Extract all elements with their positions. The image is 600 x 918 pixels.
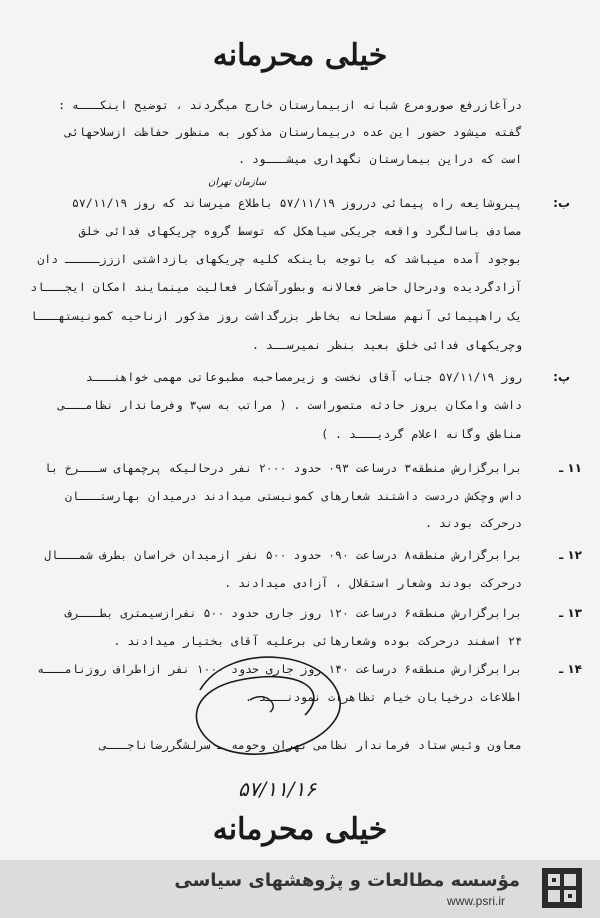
- item-12-line-2: درحرکت بودند وشعار استقلال ، آزادی میدادند .: [224, 576, 522, 590]
- para-a-line-1: درآغازرفع صورومرع شبانه ازبیمارستان خارج میگردند ، توضیح اینکـــه :: [58, 98, 522, 112]
- item-13-line-2: ۲۴ اسفند درحرکت بوده وشعارهائی برعلیه آقای بختیار میدادند .: [113, 634, 522, 648]
- para-b-line-3: بوجود آمده میباشد که باتوجه باینکه کلیه چریکهای بازداشتی ازززـــــ دان: [37, 252, 522, 266]
- item-14-line-1: برابرگزارش منطقه۶ درساعت ۱۴۰ روز جاری حدود ۱۰۰۰ نفر ازاطراف روزنامـــه: [37, 662, 522, 676]
- classification-heading-bottom: خیلی محرمانه: [212, 812, 388, 847]
- item-11-line-3: درحرکت بودند .: [425, 516, 522, 530]
- para-b-line-6: وچریکهای فدائی خلق بعید بنظر نمیرســد .: [251, 338, 522, 352]
- para-b-line-1: پیروشایعه راه پیمائی درروز ۵۷/۱۱/۱۹ باطلاع میرساند که روز ۵۷/۱۱/۱۹: [71, 196, 522, 210]
- item-11-line-1: برابرگزارش منطقه۳ درساعت ۰۹۳ حدود ۲۰۰۰ نفر درحالیکه پرچمهای ســـرخ با: [44, 461, 522, 475]
- item-11-number: ۱۱ ـ: [559, 461, 582, 475]
- para-p-line-1: روز ۵۷/۱۱/۱۹ جناب آقای نخست و زیرمصاحبه مطبوعاتی مهمی خواهنـــد: [85, 370, 522, 384]
- signatory-title: معاون وئیس ستاد فرماندار نظامی تهران وحومه ـ سرلشگررضاناجـــی: [99, 738, 522, 752]
- handwritten-date: ۵۷/۱۱/۱۶: [238, 777, 316, 801]
- item-12-number: ۱۲ ـ: [559, 548, 582, 562]
- para-b-line-2: مصادف باسالگرد واقعه جریکی سیاهکل که توسط گروه چریکهای فدائی خلق: [78, 224, 522, 238]
- para-p-line-2: داشت وامکان بروز حادثه متصوراست . ( مراتب به سپ۳ وفرماندار نظامـــی: [58, 398, 522, 412]
- para-b-line-5: یک راهپیمائی آنهم مسلحانه بخاطر بزرگداشت روز مذکور ازناحیه کمونیستهـــا: [30, 309, 522, 323]
- institute-footer: [0, 860, 600, 918]
- para-p-marker: پ:: [553, 370, 570, 384]
- item-11-line-2: داس وچکش دردست داشتند شعارهای کمونیستی میدادند درمیدان بهارستـــان: [65, 489, 522, 503]
- para-a-line-2: گفته میشود حضور این عده دربیمارستان مذکور به منظور حفاظت ازسلاحهائی: [65, 125, 522, 139]
- item-14-number: ۱۴ ـ: [559, 662, 582, 676]
- item-14-line-2: اطلاعات درخیابان خیام تظاهرات نمودنـــد .: [245, 690, 522, 704]
- institute-url[interactable]: www.psri.ir: [446, 894, 505, 908]
- para-a-line-3: است که دراین بیمارستان نگهداری میشـــود .: [238, 152, 522, 166]
- classification-heading-top: خیلی محرمانه: [212, 38, 388, 73]
- para-b-line-4: آزادگردیده ودرحال حاضر فعالانه وبطورآشکار فعالیت مینمایند امکان ایجـــاد: [30, 280, 522, 294]
- para-p-line-3: مناطق وگانه اعلام گردیـــد . ): [321, 427, 522, 441]
- para-b-marker: ب:: [553, 196, 570, 210]
- institute-logo-icon: [542, 868, 582, 908]
- institute-name: مؤسسه مطالعات و پژوهشهای سیاسی: [174, 870, 520, 891]
- handwritten-annotation: سازمان تهران: [208, 177, 267, 188]
- item-13-line-1: برابرگزارش منطقه۶ درساعت ۱۲۰ روز جاری حدود ۵۰۰ نفرازسیمتری بطـــرف: [64, 606, 522, 620]
- item-12-line-1: برابرگزارش منطقه۸ درساعت ۰۹۰ حدود ۵۰۰ نفر ازمیدان خراسان بطرف شمـــال: [44, 548, 522, 562]
- item-13-number: ۱۳ ـ: [559, 606, 582, 620]
